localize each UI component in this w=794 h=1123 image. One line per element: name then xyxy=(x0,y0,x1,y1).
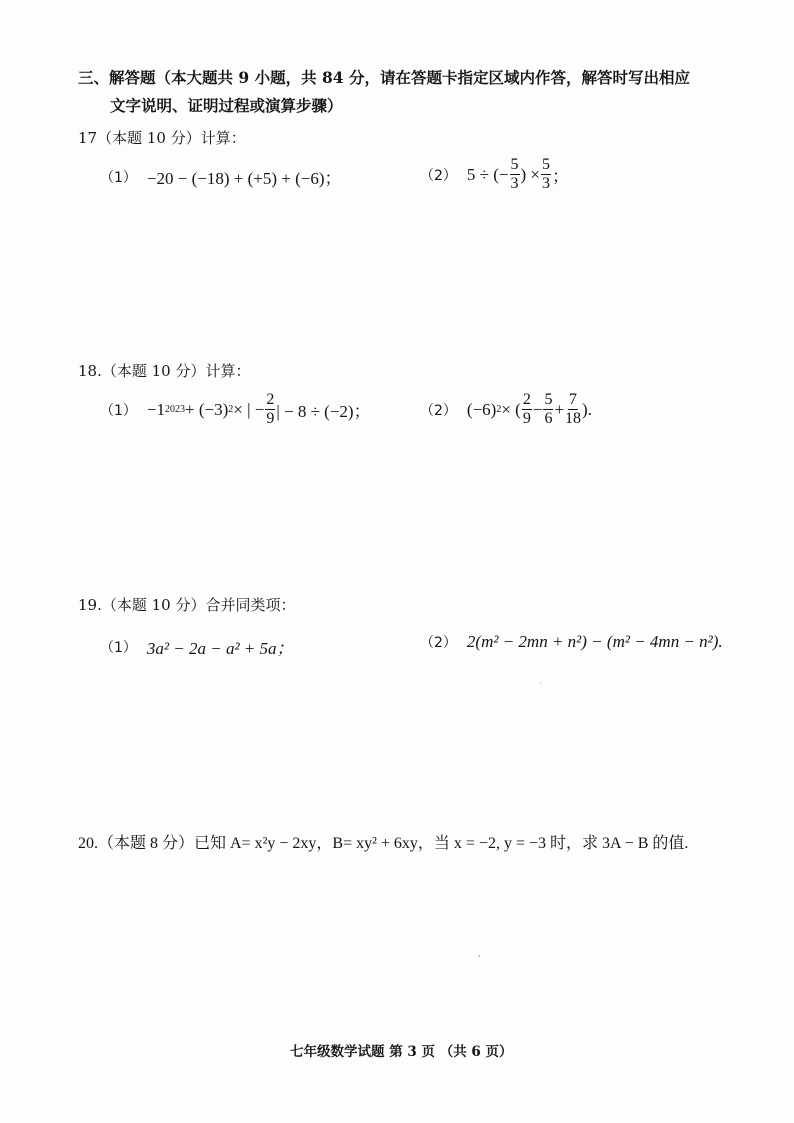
q18-part2-label: （2） xyxy=(420,402,457,419)
q18-part2-minus: − xyxy=(532,399,543,419)
scan-speck xyxy=(540,682,542,684)
fraction-denominator: 6 xyxy=(544,410,553,427)
page-footer: 七年级数学试题 第 3 页 （共 6 页） xyxy=(290,1044,513,1060)
fraction-numerator: 2 xyxy=(266,391,275,408)
q18-part2: （2） (−6) 2 × ( $\frac{2}{9}$ − $\frac{5}{6}$ + $\frac{7}{18}$ ). xyxy=(420,391,592,427)
q17-part2-label: （2） xyxy=(420,167,457,184)
q19-part2-expression: 2(m² − 2mn + n²) − (m² − 4mn − n²). xyxy=(466,632,723,651)
q18-part2-c: ). xyxy=(582,399,592,419)
q18-header: 18.（本题 10 分）计算： xyxy=(78,362,251,380)
fraction-numerator: 5 xyxy=(544,391,553,408)
q17-part2-fraction1 xyxy=(510,156,520,193)
fraction-denominator: 3 xyxy=(542,175,551,192)
q18-part1: （1） −1 2023 + (−3) 2 × | − $\frac{2}{9}$ | − 8 ÷ (−2)； xyxy=(100,391,371,427)
q17-part2-c: ； xyxy=(552,167,570,186)
q19-header: 19.（本题 10 分）合并同类项： xyxy=(78,596,296,614)
q20-statement: 20.（本题 8 分）已知 A= x²y − 2xy，B= xy² + 6xy，当 x = −2, y = −3 时，求 3A − B 的值. xyxy=(78,835,689,852)
q18-part2-plus: + xyxy=(554,399,565,419)
section-heading: 三、解答题（本大题共 9 小题，共 84 分，请在答题卡指定区域内作答，解答时写出相应 xyxy=(78,68,690,87)
q17-part1-label: （1） xyxy=(100,169,137,186)
q17-part1 xyxy=(100,164,342,189)
q19-part2 xyxy=(420,632,723,652)
fraction-numerator: 5 xyxy=(542,156,551,173)
q18-part1-d: | − 8 ÷ (−2)； xyxy=(276,402,371,421)
q19-part1-label: （1） xyxy=(100,639,137,656)
fraction-denominator: 9 xyxy=(522,410,531,427)
fraction-numerator: 7 xyxy=(569,391,578,408)
section-heading-cont: 文字说明、证明过程或演算步骤） xyxy=(110,96,343,115)
q17-part2-fraction2 xyxy=(541,156,551,193)
q18-part1-label: （1） xyxy=(100,402,137,419)
fraction-denominator: 3 xyxy=(510,175,519,192)
q19-part2-label: （2） xyxy=(420,635,457,651)
q18-part2-fraction1 xyxy=(522,391,532,428)
q17-part2 xyxy=(420,156,569,193)
q18-part1-a: −1 xyxy=(146,399,166,419)
q19-part1-expression: 3a² − 2a − a² + 5a； xyxy=(146,639,294,658)
fraction-denominator: 9 xyxy=(266,410,275,427)
q18-part1-b: + (−3) xyxy=(185,399,229,419)
q18-part2-b: × ( xyxy=(501,399,521,419)
q17-part2-b: ) × xyxy=(520,164,541,184)
scan-speck xyxy=(478,955,480,957)
fraction-numerator: 2 xyxy=(522,391,531,408)
q19-part1 xyxy=(100,634,294,659)
q18-part1-c: × | − xyxy=(233,399,265,419)
q18-part1-fraction xyxy=(265,391,275,428)
fraction-numerator: 5 xyxy=(510,156,519,173)
q17-part2-a: 5 ÷ (− xyxy=(466,164,509,184)
q18-part2-a: (−6) xyxy=(466,399,497,419)
q17-header: 17（本题 10 分）计算： xyxy=(78,129,246,147)
q17-part1-expression: −20 − (−18) + (+5) + (−6)； xyxy=(146,169,342,188)
fraction-denominator: 18 xyxy=(565,410,582,427)
q18-part2-fraction2 xyxy=(543,391,553,428)
q20-text xyxy=(78,830,688,853)
q18-part2-fraction3 xyxy=(565,391,581,428)
